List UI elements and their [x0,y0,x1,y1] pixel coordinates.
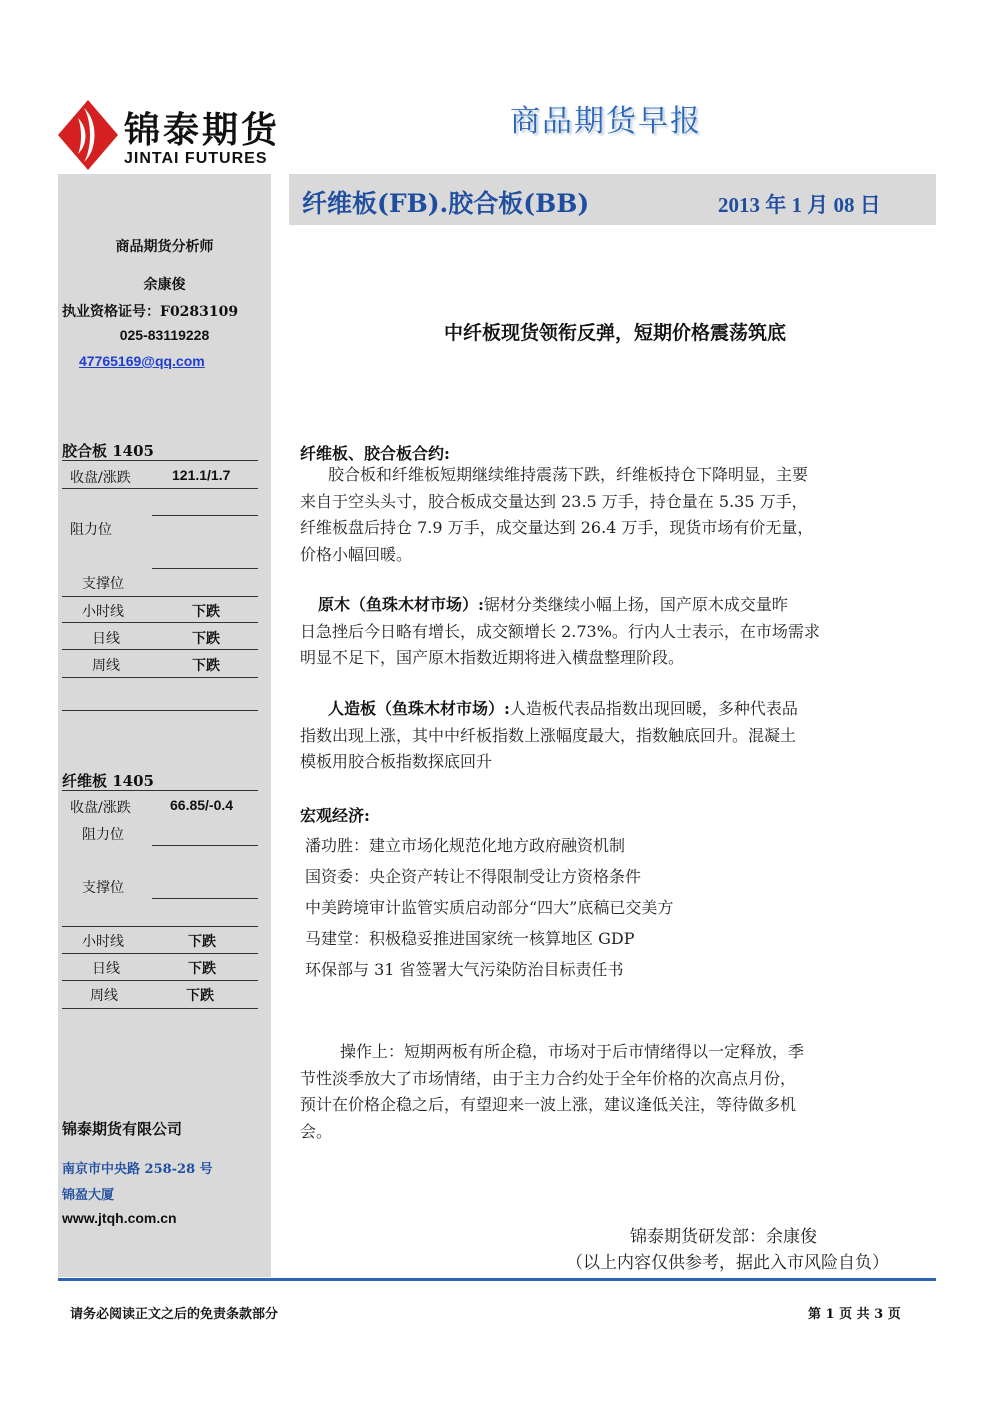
phone-number: 025-83119228 [119,327,210,343]
macro-item: 潘功胜：建立市场化规范化地方政府融资机制 [305,836,626,855]
product-title: 纤维板(FB).胶合板(BB) [302,189,590,218]
report-date: 2013 年 1 月 08 日 [718,193,881,217]
macro-item: 马建堂：积极稳妥推进国家统一核算地区 GDP [305,929,635,948]
divider [62,926,258,927]
hourly-value: 下跌 [188,934,216,950]
text-line: 预计在价格企稳之后，有望迎来一波上涨，建议逢低关注，等待做多机 [300,1095,797,1114]
contract-name-plywood: 胶合板 1405 [62,442,154,460]
headline: 中纤板现货领衔反弹，短期价格震荡筑底 [443,322,786,344]
section-logs-body [300,592,930,672]
footer-divider [58,1278,936,1281]
section-lead-logs: 原木（鱼珠木材市场）: [318,595,484,614]
analyst-label: 商品期货分析师 [115,239,214,255]
operation-advice [300,1039,930,1145]
support-label: 支撑位 [82,576,124,592]
divider [62,460,258,461]
weekly-value: 下跌 [192,658,220,674]
company-building: 锦盈大厦 [62,1188,115,1203]
company-address: 南京市中央路 258-28 号 [62,1162,213,1177]
macro-item: 国资委：央企资产转让不得限制受让方资格条件 [305,867,642,886]
divider [62,980,258,981]
divider [62,1008,258,1009]
divider [62,790,258,791]
divider [62,488,258,489]
company-name: 锦泰期货有限公司 [62,1120,183,1138]
section-boards-body [300,696,930,776]
section-heading-macro: 宏观经济: [300,806,370,825]
license-number: 执业资格证号：F0283109 [62,304,239,320]
text-line: 会。 [300,1121,333,1141]
daily-value: 下跌 [192,631,220,647]
contract-name-fiberboard: 纤维板 1405 [62,772,154,790]
footer-notice: 请务必阅读正文之后的免责条款部分 [70,1307,279,1322]
close-change-label: 收盘/涨跌 [70,470,131,486]
text-line: 指数出现上涨，其中中纤板指数上涨幅度最大，指数触底回升。混凝土 [300,725,797,745]
close-change-value: 66.85/-0.4 [170,797,234,813]
text-line: 价格小幅回暖。 [300,544,413,564]
macro-item: 环保部与 31 省签署大气污染防治目标责任书 [305,960,624,979]
text-line: 明显不足下，国产原木指数近期将进入横盘整理阶段。 [300,648,685,667]
daily-label: 日线 [92,961,120,977]
text-line: 节性淡季放大了市场情绪，由于主力合约处于全年价格的次高点月份， [300,1068,797,1088]
divider [62,710,258,711]
divider [62,953,258,954]
divider [152,515,258,516]
divider [62,622,258,623]
disclaimer: （以上内容仅供参考，据此入市风险自负） [566,1253,889,1273]
text-line: 模板用胶合板指数探底回升 [300,752,493,771]
hourly-label: 小时线 [82,934,124,950]
daily-label: 日线 [92,631,120,647]
macro-item: 中美跨境审计监管实质启动部分“四大”底稿已交美方 [305,898,674,917]
report-type-title: 商品期货早报 [510,104,702,139]
resistance-label: 阻力位 [70,522,112,538]
text-line: 日急挫后今日略有增长，成交额增长 2.73%。行内人士表示，在市场需求 [300,621,820,641]
text-line: 胶合板和纤维板短期继续维持震荡下跌，纤维板持仓下降明显，主要 [328,465,809,484]
daily-value: 下跌 [188,961,216,977]
text-line: 操作上：短期两板有所企稳，市场对于后市情绪得以一定释放，季 [340,1042,805,1061]
weekly-label: 周线 [92,658,120,674]
text-line: 来自于空头头寸，胶合板成交量达到 23.5 万手，持仓量在 5.35 万手， [300,491,808,511]
divider [62,649,258,650]
section-lead-boards: 人造板（鱼珠木材市场）: [328,699,510,718]
brand-name-en: JINTAI FUTURES [124,150,268,167]
jintai-logo-icon [58,100,118,170]
divider [152,568,258,569]
section-contracts-body [300,462,930,568]
resistance-label: 阻力位 [82,827,124,843]
divider [152,845,258,846]
close-change-label: 收盘/涨跌 [70,800,131,816]
brand-name-cn: 锦泰期货 [124,110,281,151]
divider [62,596,258,597]
page-indicator: 第 1 页 共 3 页 [808,1307,901,1322]
text-line: 锯材分类继续小幅上扬，国产原木成交量昨 [483,595,788,614]
text-line: 人造板代表品指数出现回暖，多种代表品 [509,699,798,718]
website-link[interactable]: www.jtqh.com.cn [62,1210,177,1226]
text-line: 纤维板盘后持仓 7.9 万手，成交量达到 26.4 万手，现货市场有价无量， [300,518,814,537]
email-link[interactable]: 47765169@qq.com [79,353,205,369]
hourly-value: 下跌 [192,604,220,620]
weekly-value: 下跌 [186,988,214,1004]
close-change-value: 121.1/1.7 [172,467,231,483]
signature: 锦泰期货研发部：余康俊 [630,1227,817,1247]
divider [152,898,258,899]
section-heading-contracts: 纤维板、胶合板合约: [300,444,450,463]
analyst-name: 余康俊 [143,277,186,293]
weekly-label: 周线 [90,988,118,1004]
hourly-label: 小时线 [82,604,124,620]
support-label: 支撑位 [82,880,124,896]
divider [62,677,258,678]
